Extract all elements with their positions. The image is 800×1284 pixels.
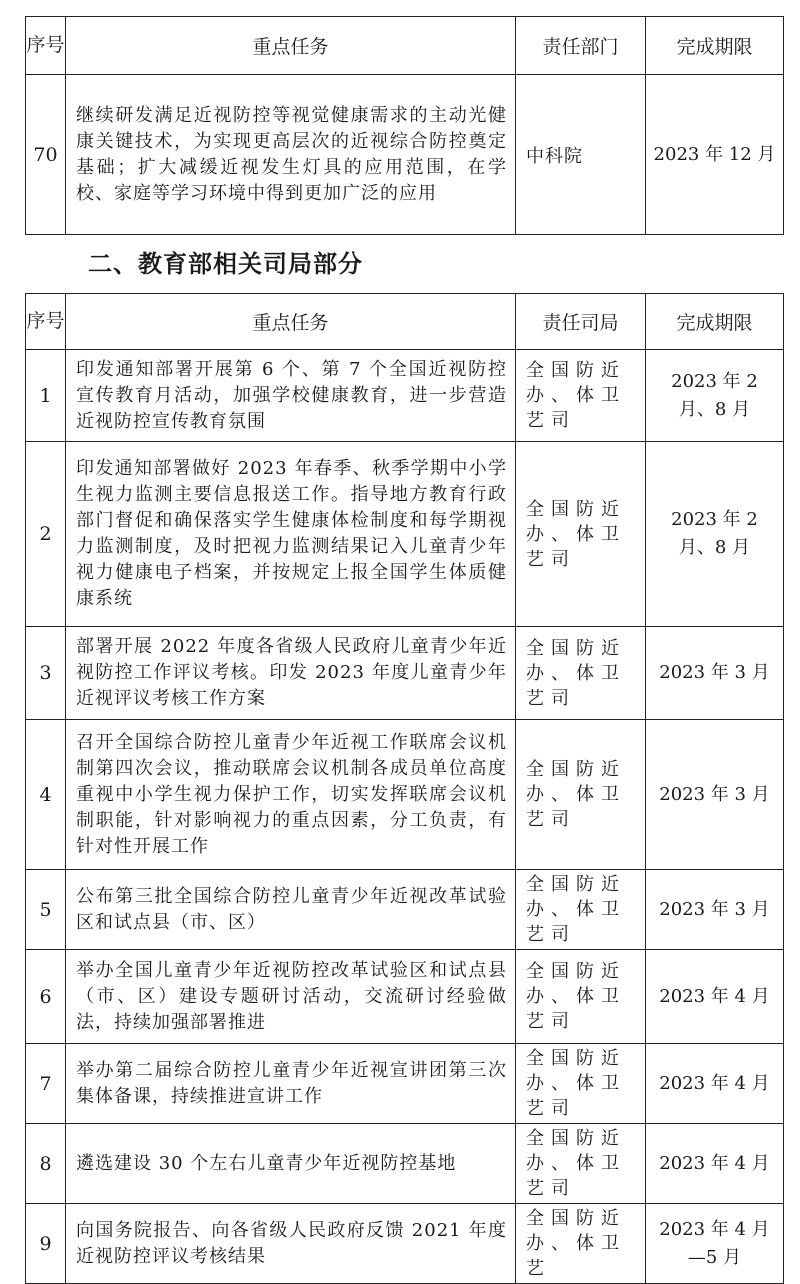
header-dept: 责任司局 <box>516 294 646 350</box>
row-deadline: 2023 年 12 月 <box>646 75 784 235</box>
row-index: 9 <box>26 1204 66 1284</box>
row-index: 70 <box>26 75 66 235</box>
row-deadline: 2023 年 4 月 <box>646 1124 784 1204</box>
row-task: 向国务院报告、向各省级人民政府反馈 2021 年度近视防控评议考核结果 <box>66 1204 516 1284</box>
header-deadline: 完成期限 <box>646 294 784 350</box>
row-task: 印发通知部署做好 2023 年春季、秋季学期中小学生视力监测主要信息报送工作。指导地方教育行政部门督促和确保落实学生健康体检制度和每学期视力监测制度，及时把视力监测结果记入儿童青少年视力健康电子档案，并按规定上报全国学生体质健康系统 <box>66 442 516 627</box>
row-deadline: 2023 年 4 月 <box>646 950 784 1044</box>
table-row <box>26 350 784 442</box>
row-dept: 全国防近办、体卫艺司 <box>516 442 646 627</box>
row-dept: 全国防近办、体卫艺司 <box>516 1124 646 1204</box>
table-row <box>26 870 784 950</box>
row-dept: 全国防近办、体卫艺司 <box>516 950 646 1044</box>
table-row <box>26 950 784 1044</box>
row-task: 公布第三批全国综合防控儿童青少年近视改革试验区和试点县（市、区） <box>66 870 516 950</box>
section-heading: 二、教育部相关司局部分 <box>88 250 363 278</box>
row-deadline: 2023 年 2 月、8 月 <box>646 442 784 627</box>
row-task: 举办第二届综合防控儿童青少年近视宣讲团第三次集体备课，持续推进宣讲工作 <box>66 1044 516 1124</box>
table-header-row <box>26 294 784 350</box>
row-dept: 全国防近办、体卫艺司 <box>516 870 646 950</box>
row-task: 召开全国综合防控儿童青少年近视工作联席会议机制第四次会议，推动联席会议机制各成员单位高度重视中小学生视力保护工作，切实发挥联席会议机制职能，针对影响视力的重点因素，分工负责，有针对性开展工作 <box>66 720 516 870</box>
table-moe-departments <box>25 293 784 1284</box>
row-dept: 全国防近办、体卫艺 <box>516 1204 646 1284</box>
row-index: 1 <box>26 350 66 442</box>
row-dept: 全国防近办、体卫艺司 <box>516 627 646 720</box>
row-dept: 全国防近办、体卫艺司 <box>516 1044 646 1124</box>
header-task: 重点任务 <box>66 17 516 75</box>
table-row <box>26 75 784 235</box>
row-task: 印发通知部署开展第 6 个、第 7 个全国近视防控宣传教育月活动，加强学校健康教育，进一步营造近视防控宣传教育氛围 <box>66 350 516 442</box>
row-index: 7 <box>26 1044 66 1124</box>
header-deadline: 完成期限 <box>646 17 784 75</box>
row-deadline: 2023 年 3 月 <box>646 870 784 950</box>
row-deadline: 2023 年 4 月—5 月 <box>646 1204 784 1284</box>
table-row <box>26 720 784 870</box>
row-deadline: 2023 年 4 月 <box>646 1044 784 1124</box>
row-task: 遴选建设 30 个左右儿童青少年近视防控基地 <box>66 1124 516 1204</box>
row-index: 3 <box>26 627 66 720</box>
row-index: 8 <box>26 1124 66 1204</box>
row-task: 继续研发满足近视防控等视觉健康需求的主动光健康关键技术，为实现更高层次的近视综合防控奠定基础；扩大减缓近视发生灯具的应用范围，在学校、家庭等学习环境中得到更加广泛的应用 <box>66 75 516 235</box>
header-task: 重点任务 <box>66 294 516 350</box>
table-row <box>26 1124 784 1204</box>
row-deadline: 2023 年 3 月 <box>646 627 784 720</box>
row-index: 4 <box>26 720 66 870</box>
header-index: 序号 <box>26 294 66 350</box>
row-index: 2 <box>26 442 66 627</box>
table-row <box>26 1204 784 1284</box>
row-task: 举办全国儿童青少年近视防控改革试验区和试点县（市、区）建设专题研讨活动，交流研讨经验做法，持续加强部署推进 <box>66 950 516 1044</box>
table-ministries <box>25 16 784 235</box>
row-dept: 全国防近办、体卫艺司 <box>516 720 646 870</box>
row-index: 5 <box>26 870 66 950</box>
header-index: 序号 <box>26 17 66 75</box>
table-row <box>26 627 784 720</box>
row-deadline: 2023 年 3 月 <box>646 720 784 870</box>
table-row <box>26 442 784 627</box>
table-header-row <box>26 17 784 75</box>
row-task: 部署开展 2022 年度各省级人民政府儿童青少年近视防控工作评议考核。印发 2023 年度儿童青少年近视评议考核工作方案 <box>66 627 516 720</box>
row-dept: 全国防近办、体卫艺司 <box>516 350 646 442</box>
header-dept: 责任部门 <box>516 17 646 75</box>
table-row <box>26 1044 784 1124</box>
row-index: 6 <box>26 950 66 1044</box>
row-deadline: 2023 年 2 月、8 月 <box>646 350 784 442</box>
row-dept: 中科院 <box>516 75 646 235</box>
